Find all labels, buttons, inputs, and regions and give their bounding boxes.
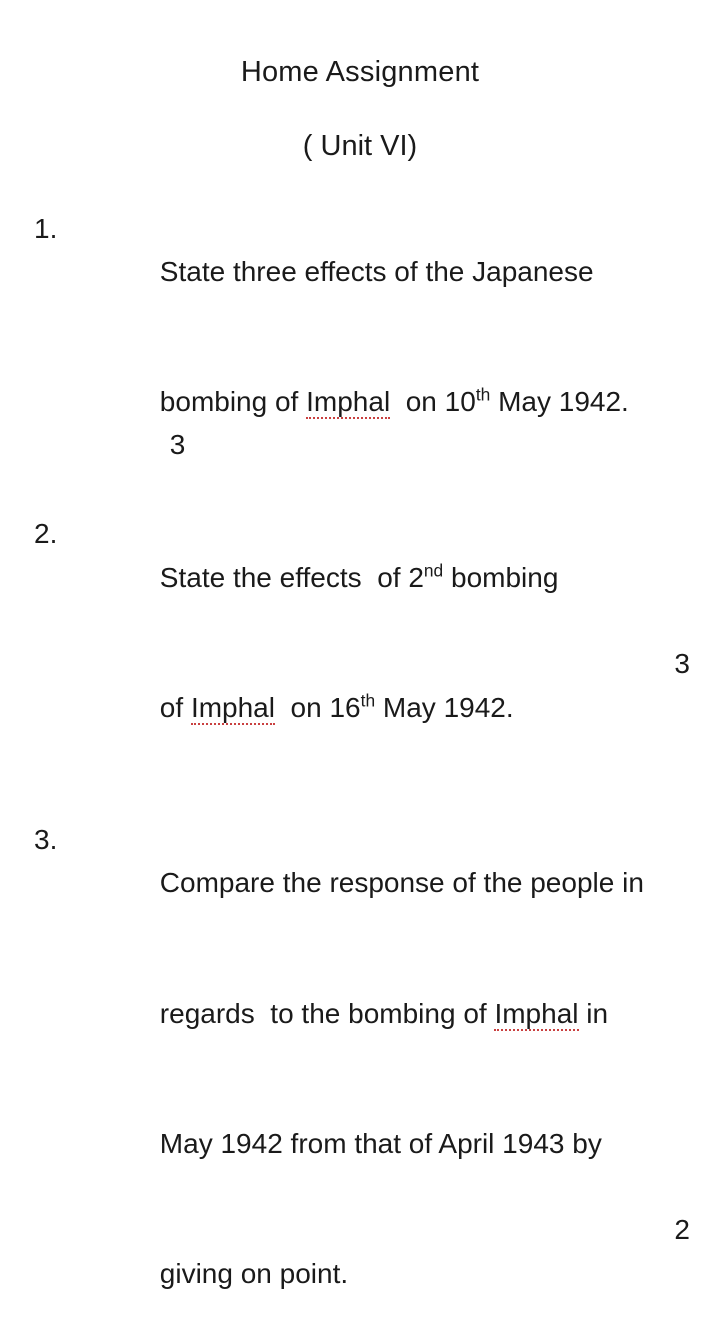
question-line xyxy=(82,337,690,511)
marks-value: 3 xyxy=(674,642,690,685)
question-line-text: regards to the bombing of Imphal in xyxy=(160,998,608,1031)
page-title: Home Assignment xyxy=(30,54,690,90)
ordinal-suffix: th xyxy=(361,690,375,710)
list-item xyxy=(30,818,690,1318)
question-body xyxy=(82,818,690,1318)
question-line-text: Compare the response of the people in xyxy=(160,867,644,898)
question-line-text: State the effects of 2nd bombing xyxy=(160,562,559,593)
question-line-text: giving on point. xyxy=(160,1258,348,1289)
question-body xyxy=(82,207,690,511)
question-line xyxy=(82,1078,690,1208)
question-line xyxy=(82,512,690,642)
question-number: 2. xyxy=(30,512,82,555)
list-item xyxy=(30,207,690,511)
question-body xyxy=(82,512,690,816)
question-line xyxy=(82,948,690,1078)
question-line xyxy=(82,818,690,948)
list-item xyxy=(30,512,690,816)
question-line-text: May 1942 from that of April 1943 by xyxy=(160,1128,602,1159)
question-number: 1. xyxy=(30,207,82,250)
question-line-text: of Imphal on 16th May 1942. xyxy=(160,692,514,723)
misspelled-word: Imphal xyxy=(191,692,275,725)
misspelled-word: Imphal xyxy=(306,386,390,419)
ordinal-suffix: th xyxy=(476,385,490,405)
marks-value: 3 xyxy=(170,429,186,460)
page-subtitle: ( Unit VI) xyxy=(30,128,690,164)
question-line-text: State three effects of the Japanese xyxy=(160,256,594,287)
question-line xyxy=(82,207,690,337)
question-line xyxy=(82,642,690,816)
question-number: 3. xyxy=(30,818,82,861)
question-line-text: bombing of Imphal on 10th May 1942. xyxy=(160,386,629,417)
ordinal-suffix: nd xyxy=(424,560,443,580)
marks-value: 2 xyxy=(674,1208,690,1251)
question-list xyxy=(30,207,690,1318)
question-line xyxy=(82,1208,690,1318)
misspelled-word: Imphal xyxy=(494,998,578,1031)
